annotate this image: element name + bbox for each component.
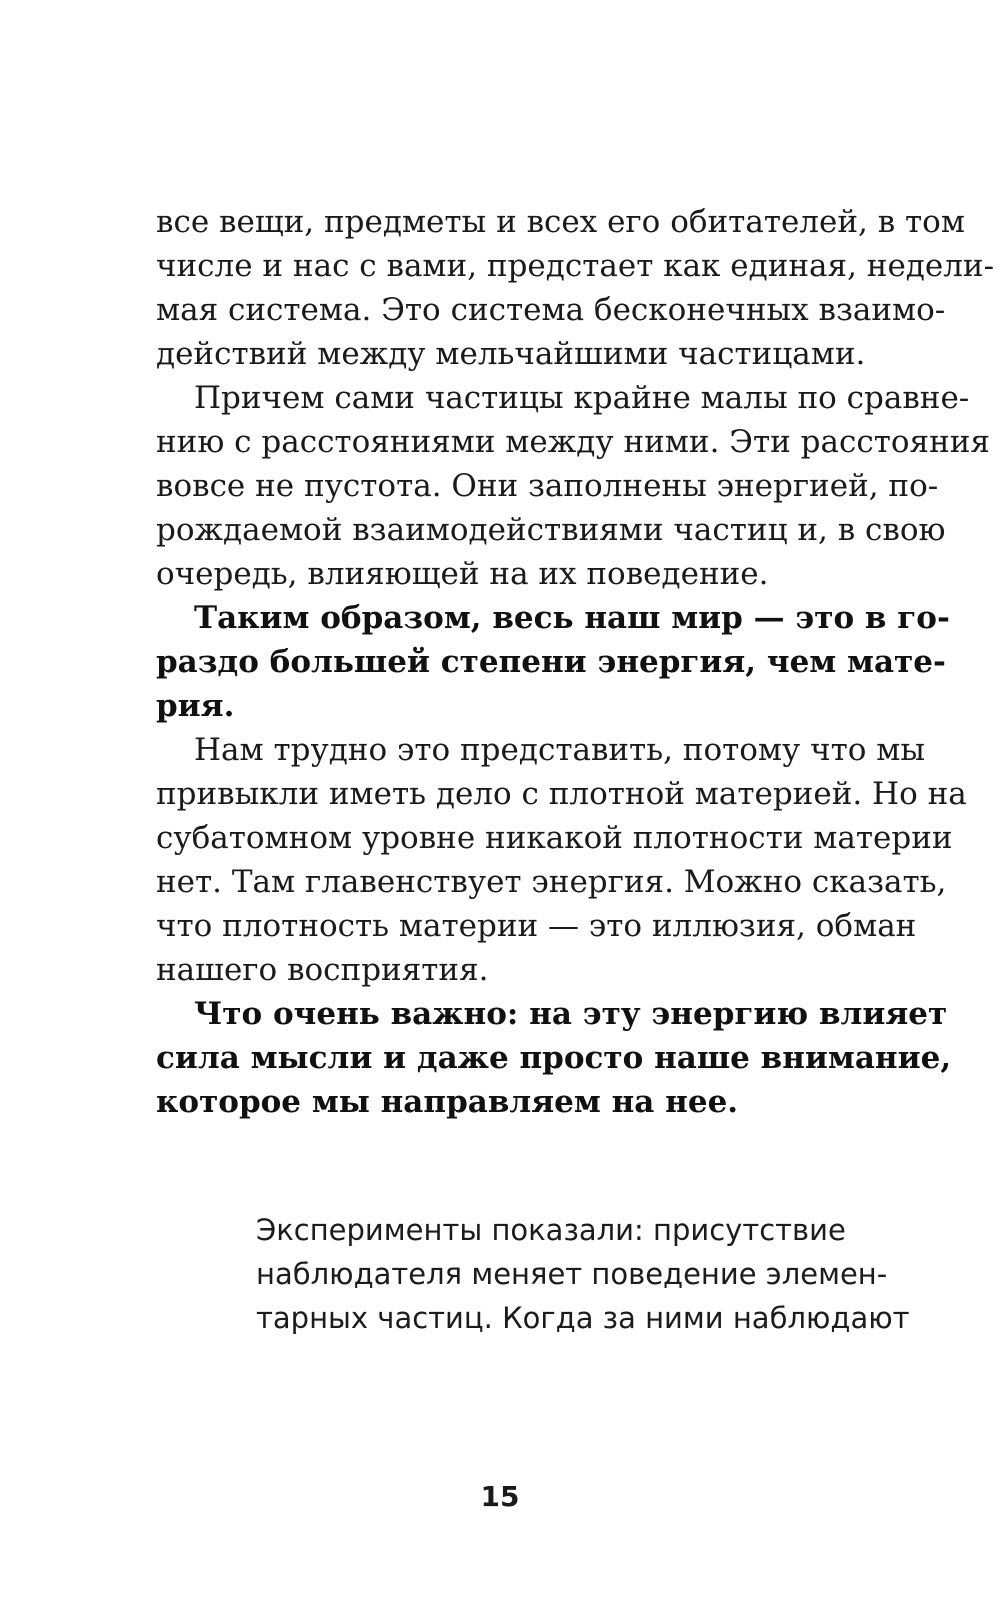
paragraph-3-bold-line: рия.: [156, 688, 235, 724]
page-number: 15: [480, 1480, 520, 1513]
paragraph-4-line: нашего восприятия.: [156, 952, 489, 988]
paragraph-4-line: нет. Там главенствует энергия. Можно сказать,: [156, 864, 947, 900]
paragraph-2-line: Причем сами частицы крайне малы по сравне-: [194, 380, 970, 416]
paragraph-3-bold-line: раздо большей степени энергия, чем мате-: [156, 644, 946, 680]
paragraph-1-line: мая система. Это система бесконечных взаимо-: [156, 292, 946, 328]
sidenote-line: наблюдателя меняет поведение элемен-: [256, 1257, 888, 1291]
paragraph-4-line: привыкли иметь дело с плотной материей. Но на: [156, 776, 967, 812]
paragraph-3-bold-line: Таким образом, весь наш мир — это в го-: [194, 600, 950, 636]
paragraph-2-line: вовсе не пустота. Они заполнены энергией, по-: [156, 468, 939, 504]
paragraph-5-bold-line: Что очень важно: на эту энергию влияет: [194, 996, 948, 1032]
sidenote-line: тарных частиц. Когда за ними наблюдают: [256, 1301, 910, 1335]
sidenote-line: Эксперименты показали: присутствие: [256, 1213, 846, 1247]
paragraph-5-bold-line: которое мы направляем на нее.: [156, 1084, 739, 1120]
paragraph-1-line: числе и нас с вами, предстает как единая, недели-: [156, 248, 995, 284]
paragraph-4-line: что плотность материи — это иллюзия, обман: [156, 908, 917, 944]
paragraph-4-line: Нам трудно это представить, потому что мы: [194, 732, 926, 768]
paragraph-2-line: очередь, влияющей на их поведение.: [156, 556, 769, 592]
paragraph-2-line: нию с расстояниями между ними. Эти расстояния: [156, 424, 990, 460]
paragraph-1-line: все вещи, предметы и всех его обитателей, в том: [156, 204, 965, 240]
paragraph-4-line: субатомном уровне никакой плотности материи: [156, 820, 953, 856]
paragraph-5-bold-line: сила мысли и даже просто наше внимание,: [156, 1040, 952, 1076]
paragraph-2-line: рождаемой взаимодействиями частиц и, в свою: [156, 512, 946, 548]
paragraph-1-line: действий между мельчайшими частицами.: [156, 336, 866, 372]
